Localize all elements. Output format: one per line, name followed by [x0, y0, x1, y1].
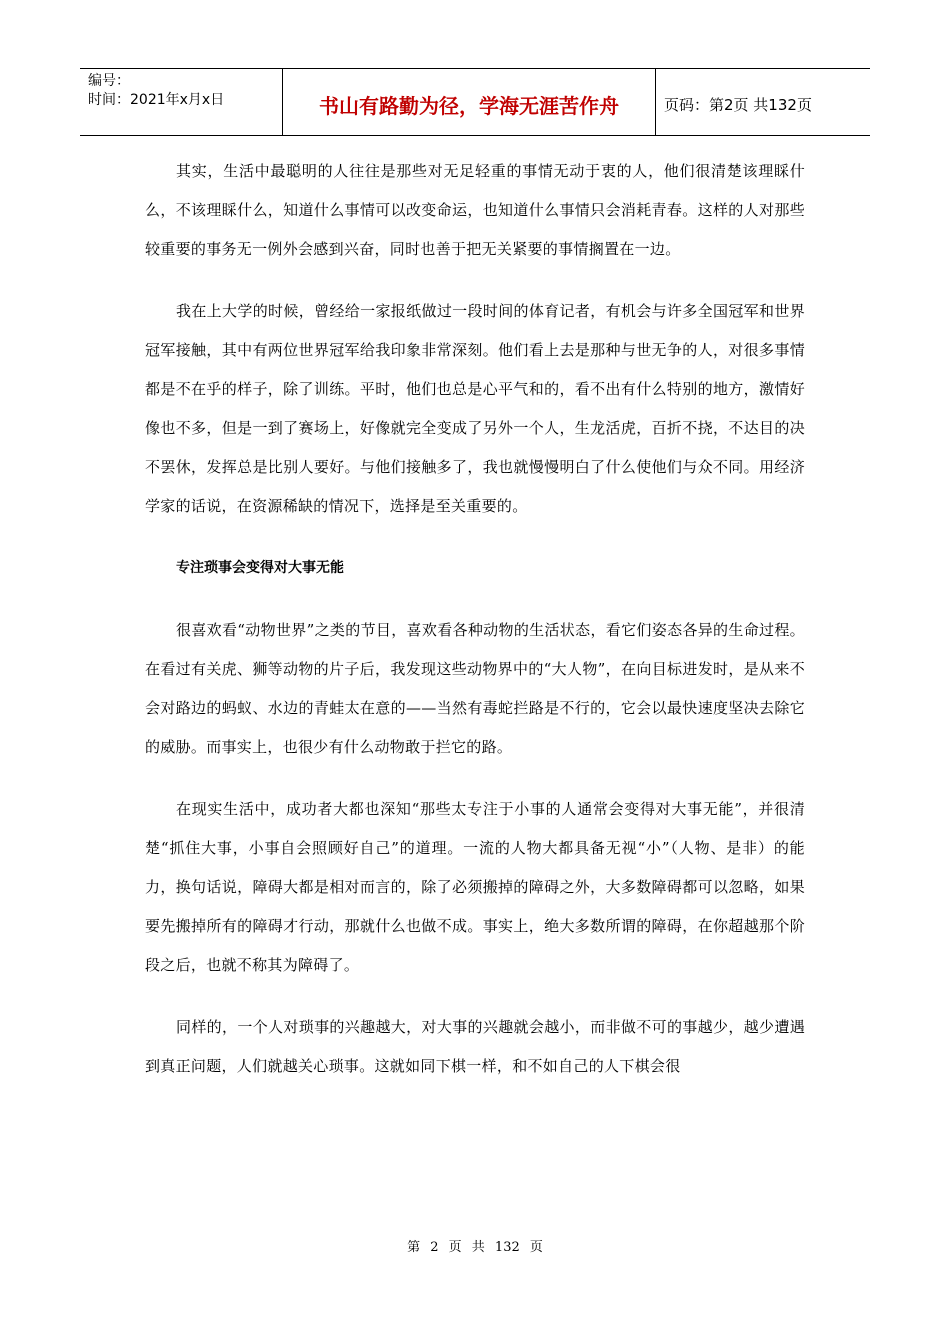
header-page-info: 页码：第2页 共132页 [664, 95, 812, 114]
body-paragraph: 很喜欢看“动物世界”之类的节目，喜欢看各种动物的生活状态，看它们姿态各异的生命过程。在看过有关虎、狮等动物的片子后，我发现这些动物界中的“大人物”，在向目标进发时，是从来不会对路边的蚂蚁、水边的青蛙太在意的——当然有毒蛇拦路是不行的，它会以最快速度坚决去除它的威胁。而事实上，也很少有什么动物敢于拦它的路。 [145, 621, 805, 756]
header-motto: 书山有路勤为径，学海无涯苦作舟 [283, 69, 656, 135]
section-heading: 专注琐事会变得对大事无能 [176, 560, 344, 576]
document-body [145, 152, 805, 1109]
date-label: 时间：2021年x月x日 [88, 92, 225, 108]
body-paragraph: 其实，生活中最聪明的人往往是那些对无足轻重的事情无动于衷的人，他们很清楚该理睬什么，不该理睬什么，知道什么事情可以改变命运，也知道什么事情只会消耗青春。这样的人对那些较重要的事务无一例外会感到兴奋，同时也善于把无关紧要的事情搁置在一边。 [145, 162, 805, 258]
document-header [80, 68, 870, 136]
page-footer: 第 2 页 共 132 页 [407, 1240, 543, 1255]
body-paragraph: 我在上大学的时候，曾经给一家报纸做过一段时间的体育记者，有机会与许多全国冠军和世界冠军接触，其中有两位世界冠军给我印象非常深刻。他们看上去是那种与世无争的人，对很多事情都是不在乎的样子，除了训练。平时，他们也总是心平气和的，看不出有什么特别的地方，激情好像也不多，但是一到了赛场上，好像就完全变成了另外一个人，生龙活虎，百折不挠，不达目的决不罢休，发挥总是比别人要好。与他们接触多了，我也就慢慢明白了什么使他们与众不同。用经济学家的话说，在资源稀缺的情况下，选择是至关重要的。 [145, 302, 805, 515]
body-paragraph: 同样的，一个人对琐事的兴趣越大，对大事的兴趣就会越小，而非做不可的事越少，越少遭遇到真正问题，人们就越关心琐事。这就如同下棋一样，和不如自己的人下棋会很 [145, 1018, 805, 1075]
body-paragraph: 在现实生活中，成功者大都也深知“那些太专注于小事的人通常会变得对大事无能”，并很清楚“抓住大事，小事自会照顾好自己”的道理。一流的人物大都具备无视“小”（人物、是非）的能力，换句话说，障碍大都是相对而言的，除了必须搬掉的障碍之外，大多数障碍都可以忽略，如果要先搬掉所有的障碍才行动，那就什么也做不成。事实上，绝大多数所谓的障碍，在你超越那个阶段之后，也就不称其为障碍了。 [145, 800, 805, 974]
number-label: 编号： [88, 73, 130, 89]
header-info-cell [80, 69, 283, 135]
